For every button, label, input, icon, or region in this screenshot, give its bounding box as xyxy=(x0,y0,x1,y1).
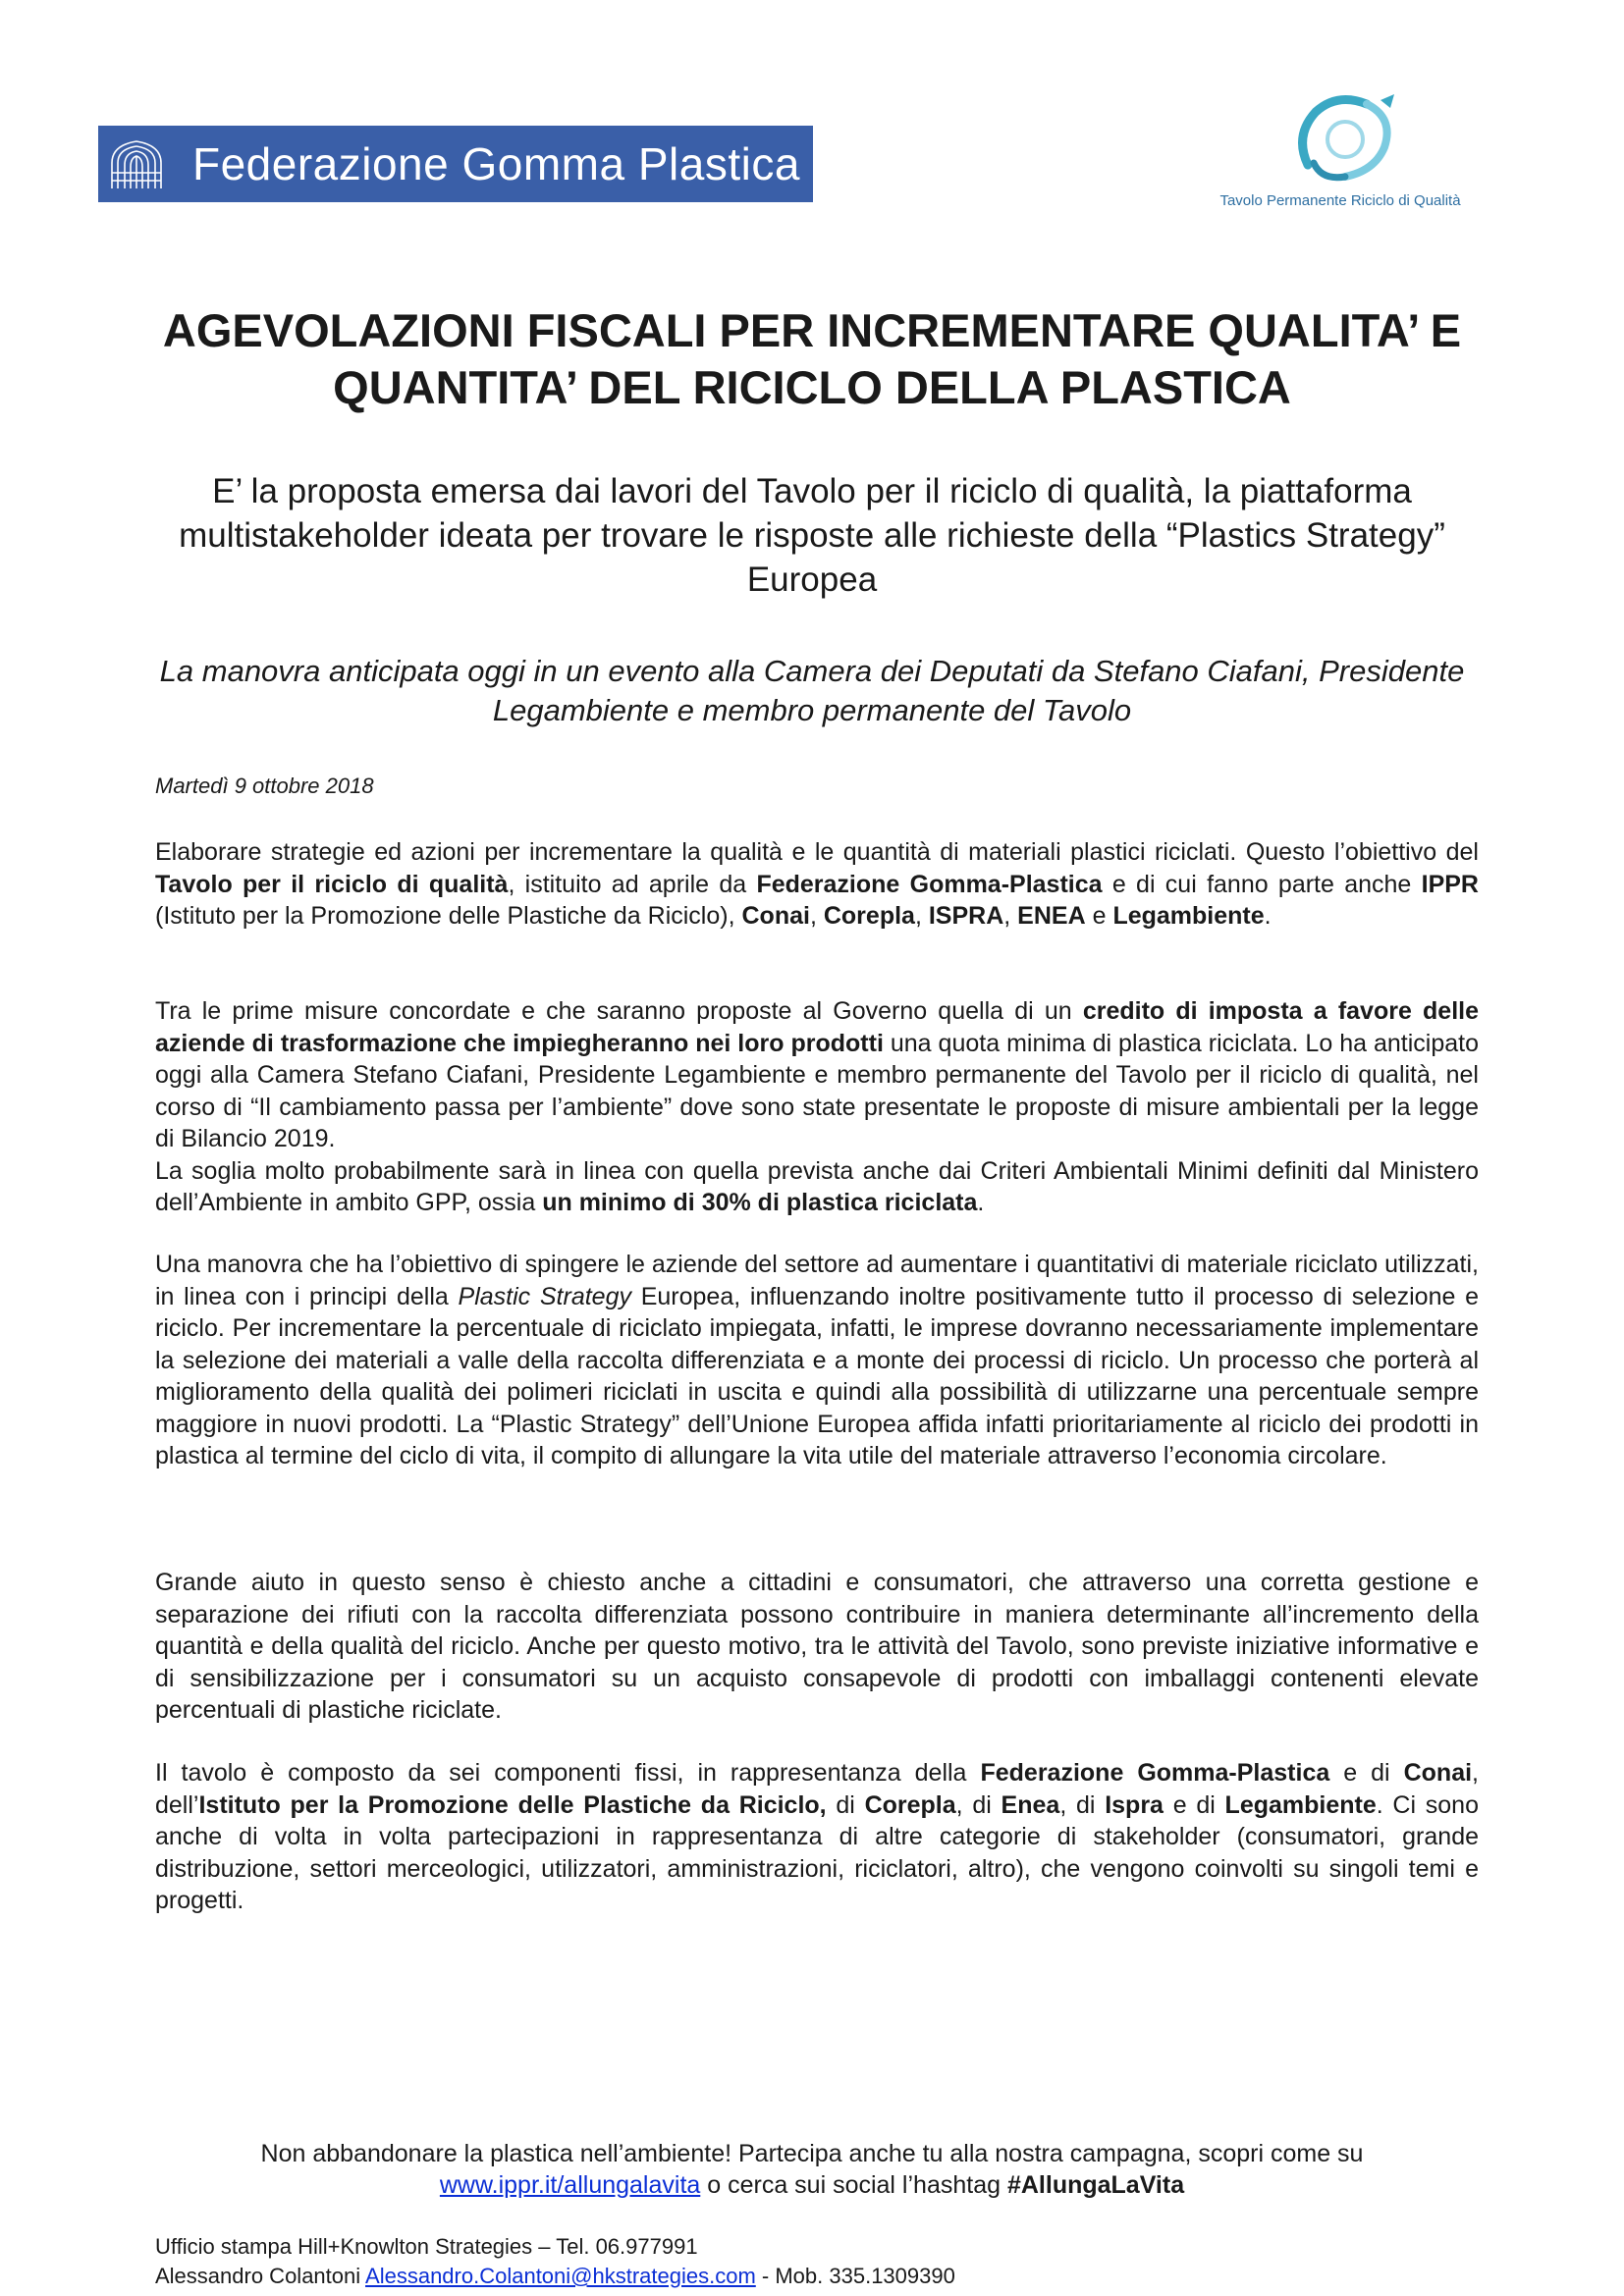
press-contact-name: Alessandro Colantoni xyxy=(155,2264,366,2288)
federation-name: Federazione Gomma Plastica xyxy=(192,138,800,189)
paragraph-2: Tra le prime misure concordate e che saranno proposte al Governo quella di un credito di imposta a favore delle aziende di trasformazione che impiegheranno nei loro prodotti una quota minima di plastica riciclata. Lo ha anticipato oggi alla Camera Stefano Ciafani, Presidente Legambiente e membro permanente del Tavolo per il riciclo di qualità, nel corso di “Il cambiamento passa per l’ambiente” dove sono state presentate le proposte di misure ambientali per la legge di Bilancio 2019. La soglia molto probabilmente sarà in linea con quella prevista anche dai Criteri Ambientali Minimi definiti dal Ministero dell’Ambiente in ambito GPP, ossia un minimo di 30% di plastica riciclata. xyxy=(155,997,1479,1216)
press-email-link[interactable]: Alessandro.Colantoni@hkstrategies.com xyxy=(365,2264,756,2288)
campaign-link[interactable]: www.ippr.it/allungalavita xyxy=(439,2171,701,2199)
paragraph-1: Elaborare strategie ed azioni per incrementare la qualità e le quantità di materiali plastici riciclati. Questo l’obiettivo del Tavolo per il riciclo di qualità, istituito ad aprile da Federazione Gomma-Plastica e di cui fanno parte anche IPPR (Istituto per la Promozione delle Plastiche da Riciclo), Conai, Corepla, ISPRA, ENEA e Legambiente. xyxy=(155,838,1479,930)
tavolo-permanente-logo-icon xyxy=(1247,86,1443,194)
campaign-hashtag: #AllungaLaVita xyxy=(1006,2171,1185,2199)
press-office-line: Ufficio stampa Hill+Knowlton Strategies – Tel. 06.977991 xyxy=(155,2234,698,2259)
federation-emblem-icon xyxy=(98,126,175,202)
campaign-line: Non abbandonare la plastica nell’ambiente! Partecipa anche tu alla nostra campagna, scopri come su xyxy=(260,2140,1364,2167)
page-title: AGEVOLAZIONI FISCALI PER INCREMENTARE QUALITA’ E QUANTITA’ DEL RICICLO DELLA PLASTICA xyxy=(162,304,1462,413)
tavolo-logo-text: Tavolo Permanente Riciclo di Qualità xyxy=(1219,192,1461,209)
campaign-note xyxy=(118,2138,1506,2201)
page-subtitle: E’ la proposta emersa dai lavori del Tavolo per il riciclo di qualità, la piattaforma multistakeholder ideata per trovare le risposte alle richieste della “Plastics Strategy” Europea xyxy=(179,472,1445,599)
italic-subheading: La manovra anticipata oggi in un evento alla Camera dei Deputati da Stefano Ciafani, Presidente Legambiente e membro permanente del Tavolo xyxy=(159,654,1465,727)
press-mobile: - Mob. 335.1309390 xyxy=(755,2264,955,2288)
paragraph-4: Grande aiuto in questo senso è chiesto anche a cittadini e consumatori, che attraverso una corretta gestione e separazione dei rifiuti con la raccolta differenziata possono contribuire in maniera determinante all’incremento della quantità e della qualità del riciclo. Anche per questo motivo, tra le attività del Tavolo, sono previste iniziative informative e di sensibilizzazione per i consumatori su un acquisto consapevole di prodotti con imballaggi contenenti elevate percentuali di plastiche riciclate. xyxy=(155,1569,1479,1724)
paragraph-3: Una manovra che ha l’obiettivo di spingere le aziende del settore ad aumentare i quantitativi di materiale riciclato utilizzati, in linea con i principi della Plastic Strategy Europea, influenzando inoltre positivamente tutto il processo di selezione e riciclo. Per incrementare la percentuale di riciclato impiegata, infatti, le imprese dovranno necessariamente implementare la selezione dei materiali a valle della raccolta differenziata e a monte dei processi di riciclo. Un processo che porterà al miglioramento della qualità dei polimeri riciclati in uscita e quindi alla possibilità di utilizzarne una percentuale sempre maggiore in nuovi prodotti. La “Plastic Strategy” dell’Unione Europea affida infatti prioritariamente al riciclo dei prodotti in plastica al termine del ciclo di vita, il compito di allungare la vita utile del materiale attraverso l’economia circolare. xyxy=(155,1251,1479,1469)
press-contact xyxy=(155,2232,955,2291)
federazione-gomma-plastica-logo xyxy=(98,126,813,202)
campaign-mid: o cerca sui social l’hashtag xyxy=(700,2171,1007,2199)
paragraph-5: Il tavolo è composto da sei componenti fissi, in rappresentanza della Federazione Gomma-Plastica e di Conai, dell’Istituto per la Promozione delle Plastiche da Riciclo, di Corepla, di Enea, di Ispra e di Legambiente. Ci sono anche di volta in volta partecipazioni in rappresentanza di altre categorie di stakeholder (consumatori, grande distribuzione, settori merceologici, utilizzatori, amministrazioni, riciclatori, altro), che vengono coinvolti su singoli temi e progetti. xyxy=(155,1759,1479,1914)
date-line: Martedì 9 ottobre 2018 xyxy=(155,774,374,798)
